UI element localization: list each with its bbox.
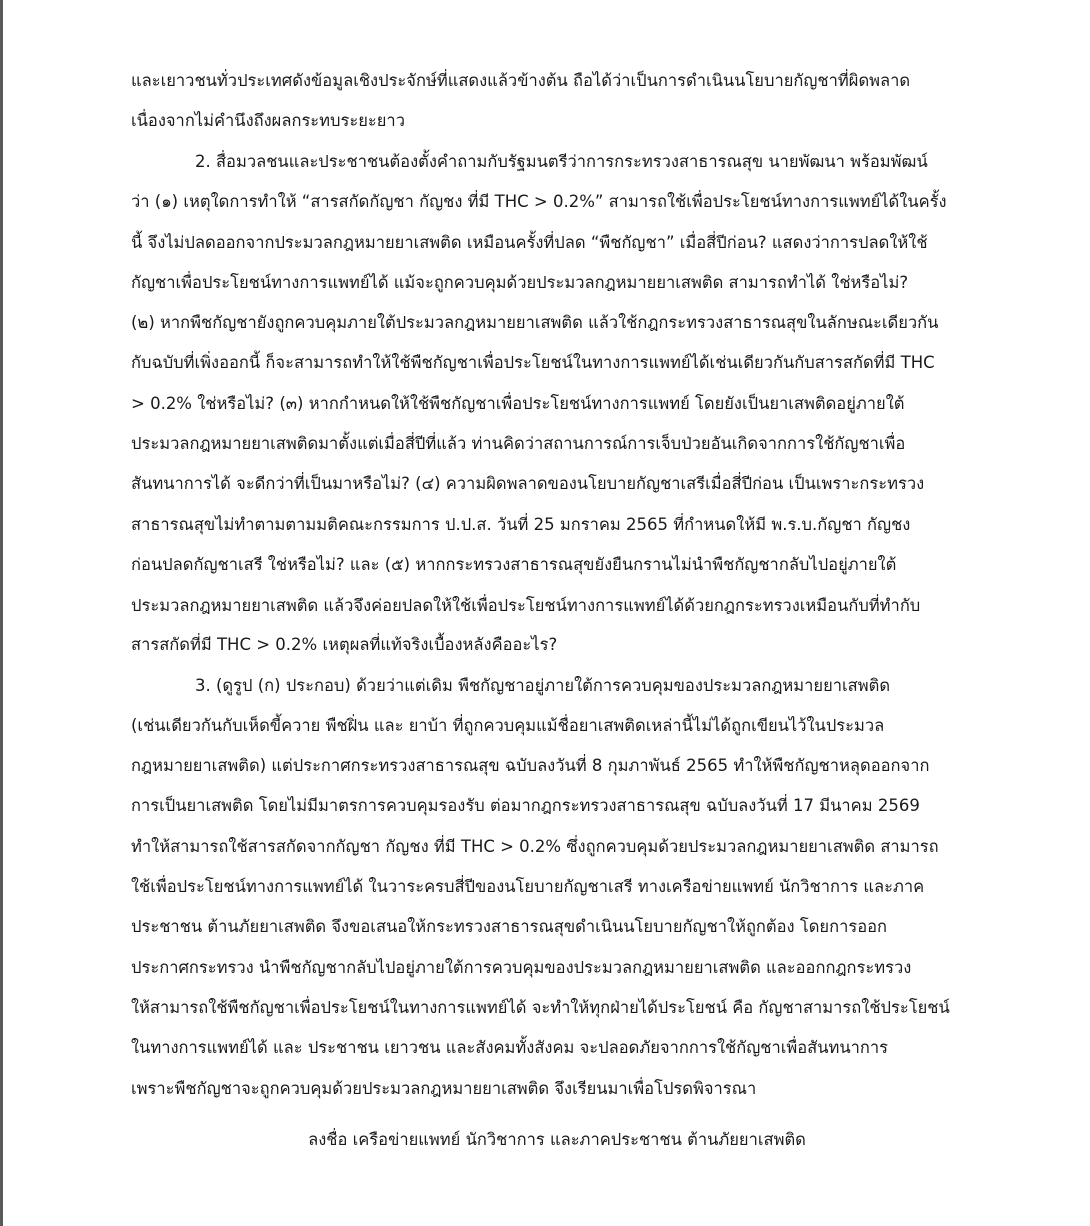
item-2-line-7: > 0.2% ใช่หรือไม่? (๓) หากกำหนดให้ใช้พืชกัญชาเพื่อประโยชน์ทางการแพทย์ โดยยังเป็นยาเสพติดอยู่ภายใต้ <box>131 394 905 413</box>
item-2-line-5: (๒) หากพืชกัญชายังถูกควบคุมภายใต้ประมวลกฎหมายยาเสพติด แล้วใช้กฎกระทรวงสาธารณสุขในลักษณะเดียวกัน <box>131 313 939 332</box>
item-3-line-8: ประกาศกระทรวง นำพืชกัญชากลับไปอยู่ภายใต้การควบคุมของประมวลกฎหมายยาเสพติด และออกกฎกระทรวง <box>131 958 912 977</box>
item-3-line-11: เพราะพืชกัญชาจะถูกควบคุมด้วยประมวลกฎหมายยาเสพติด จึงเรียนมาเพื่อโปรดพิจารณา <box>131 1079 757 1098</box>
item-3-line-5: ทำให้สามารถใช้สารสกัดจากกัญชา กัญชง ที่มี THC > 0.2% ซึ่งถูกควบคุมด้วยประมวลกฎหมายยาเสพติด สามารถ <box>131 837 939 856</box>
item-2-line-13: สารสกัดที่มี THC > 0.2% เหตุผลที่แท้จริงเบื้องหลังคืออะไร? <box>131 635 558 654</box>
item-2-line-3: นี้ จึงไม่ปลดออกจากประมวลกฎหมายยาเสพติด เหมือนครั้งที่ปลด “พืชกัญชา” เมื่อสี่ปีก่อน? แสดงว่าการปลดให้ใช้ <box>131 233 928 252</box>
item-2-line-1: 2. สื่อมวลชนและประชาชนต้องตั้งคำถามกับรัฐมนตรีว่าการกระทรวงสาธารณสุข นายพัฒนา พร้อมพัฒน์ <box>195 152 928 171</box>
item-3-line-9: ให้สามารถใช้พืชกัญชาเพื่อประโยชน์ในทางการแพทย์ได้ จะทำให้ทุกฝ่ายได้ประโยชน์ คือ กัญชาสามารถใช้ประโยชน์ <box>131 998 950 1017</box>
item-3-line-2: (เช่นเดียวกันกับเห็ดขี้ควาย พืชฝิ่น และ ยาบ้า ที่ถูกควบคุมแม้ชื่อยาเสพติดเหล่านี้ไม่ได้ถูกเขียนไว้ในประมวล <box>131 716 885 735</box>
paragraph-1-line-2: เนื่องจากไม่คำนึงถึงผลกระทบระยะยาว <box>131 111 405 130</box>
item-2-line-12: ประมวลกฎหมายยาเสพติด แล้วจึงค่อยปลดให้ใช้เพื่อประโยชน์ทางการแพทย์ได้ด้วยกฎกระทรวงเหมือนกับที่ทำกับ <box>131 596 921 615</box>
item-2-line-8: ประมวลกฎหมายยาเสพติดมาตั้งแต่เมื่อสี่ปีที่แล้ว ท่านคิดว่าสถานการณ์การเจ็บป่วยอันเกิดจากการใช้กัญชาเพื่อ <box>131 434 906 453</box>
signature-line: ลงชื่อ เครือข่ายแพทย์ นักวิชาการ และภาคประชาชน ต้านภัยยาเสพติด <box>308 1130 806 1149</box>
item-3-line-7: ประชาชน ต้านภัยยาเสพติด จึงขอเสนอให้กระทรวงสาธารณสุขดำเนินนโยบายกัญชาให้ถูกต้อง โดยการออก <box>131 917 888 936</box>
item-3-line-10: ในทางการแพทย์ได้ และ ประชาชน เยาวชน และสังคมทั้งสังคม จะปลอดภัยจากการใช้กัญชาเพื่อสันทนาการ <box>131 1038 889 1057</box>
item-2-line-2: ว่า (๑) เหตุใดการทำให้ “สารสกัดกัญชา กัญชง ที่มี THC > 0.2%” สามารถใช้เพื่อประโยชน์ทางการแพทย์ได้ในครั้ง <box>131 192 947 211</box>
item-3-line-4: การเป็นยาเสพติด โดยไม่มีมาตรการควบคุมรองรับ ต่อมากฎกระทรวงสาธารณสุข ฉบับลงวันที่ 17 มีนาคม 2569 <box>131 796 920 815</box>
item-3-line-1: 3. (ดูรูป (ก) ประกอบ) ด้วยว่าแต่เดิม พืชกัญชาอยู่ภายใต้การควบคุมของประมวลกฎหมายยาเสพติด <box>195 676 891 695</box>
item-3-line-6: ใช้เพื่อประโยชน์ทางการแพทย์ได้ ในวาระครบสี่ปีของนโยบายกัญชาเสรี ทางเครือข่ายแพทย์ นักวิชาการ และภาค <box>131 877 925 896</box>
item-2-line-9: สันทนาการได้ จะดีกว่าที่เป็นมาหรือไม่? (๔) ความผิดพลาดของนโยบายกัญชาเสรีเมื่อสี่ปีก่อน เป็นเพราะกระทรวง <box>131 474 925 493</box>
item-3-line-3: กฎหมายยาเสพติด) แต่ประกาศกระทรวงสาธารณสุข ฉบับลงวันที่ 8 กุมภาพันธ์ 2565 ทำให้พืชกัญชาหลุดออกจาก <box>131 756 930 775</box>
document-page <box>3 0 1090 1226</box>
item-2-line-4: กัญชาเพื่อประโยชน์ทางการแพทย์ได้ แม้จะถูกควบคุมด้วยประมวลกฎหมายยาเสพติด สามารถทำได้ ใช่หรือไม่? <box>131 273 909 292</box>
item-2-line-10: สาธารณสุขไม่ทำตามตามมติคณะกรรมการ ป.ป.ส. วันที่ 25 มกราคม 2565 ที่กำหนดให้มี พ.ร.บ.กัญชา กัญชง <box>131 515 911 534</box>
item-2-line-11: ก่อนปลดกัญชาเสรี ใช่หรือไม่? และ (๕) หากกระทรวงสาธารณสุขยังยืนกรานไม่นำพืชกัญชากลับไปอยู่ภายใต้ <box>131 555 897 574</box>
item-2-line-6: กับฉบับที่เพิ่งออกนี้ ก็จะสามารถทำให้ใช้พืชกัญชาเพื่อประโยชน์ในทางการแพทย์ได้เช่นเดียวกันกับสารสกัดที่มี THC <box>131 353 935 372</box>
paragraph-1-line-1: และเยาวชนทั่วประเทศดังข้อมูลเชิงประจักษ์ที่แสดงแล้วข้างต้น ถือได้ว่าเป็นการดำเนินนโยบายกัญชาที่ผิดพลาด <box>131 71 911 90</box>
